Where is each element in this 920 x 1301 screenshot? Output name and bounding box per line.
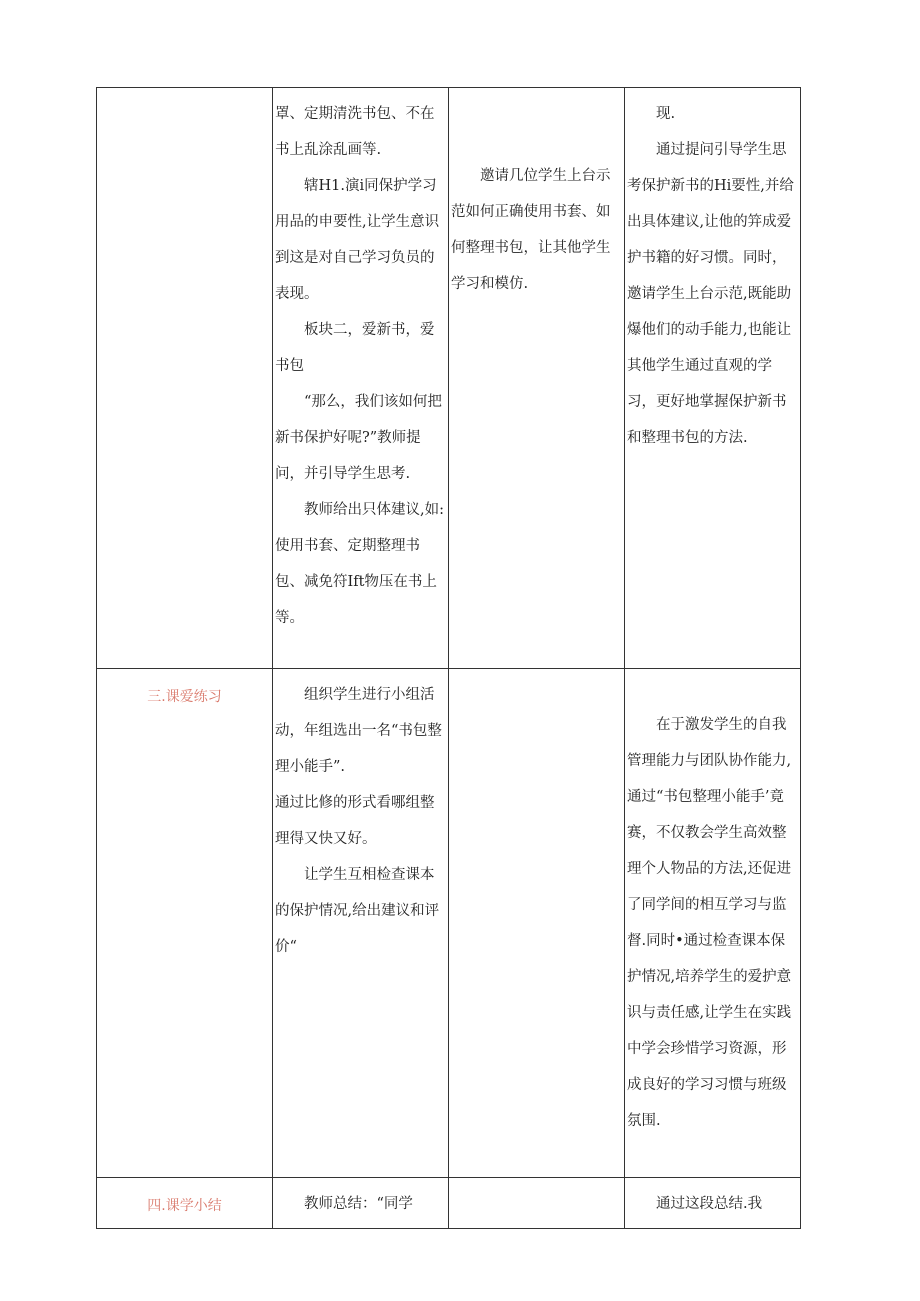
paragraph: 辖H1.演i同保护学习用品的申要性,让学生意识到这是对自己学习负员的表现。 bbox=[275, 178, 440, 302]
section-heading: 板块二，爱新书，爱书包 bbox=[275, 322, 435, 374]
stage-cell bbox=[97, 88, 273, 669]
student-activity-cell bbox=[449, 669, 625, 1178]
paragraph: 教师总结：“同学 bbox=[304, 1196, 413, 1212]
paragraph: 邀请几位学生上台示范如何正确使用书套、如何整理书包，让其他学生学习和模仿. bbox=[451, 168, 611, 292]
paragraph: 组织学生进行小组活动，年组选出一名“书包整理小能手”. bbox=[275, 687, 442, 775]
stage-cell bbox=[97, 1178, 273, 1229]
paragraph: 让学生互相检查课本的保护情况,给出建议和评价“ bbox=[275, 867, 440, 955]
table-row bbox=[97, 1178, 801, 1229]
stage-label bbox=[97, 88, 272, 98]
paragraph: 通过比修的形式看哪组整理得又快又好。 bbox=[275, 795, 435, 847]
lesson-plan-table bbox=[96, 87, 801, 1229]
student-activity-cell bbox=[449, 1178, 625, 1229]
paragraph: 在于激发学生的自我管理能力与团队协作能力,通过“书包整理小能手’竟赛，不仅教会学生高效整理个人物品的方法,还促进了同学间的相互学习与监督.同时•通过检查课本保护情况,培养学生的爱护意识与责任感,让学生在实践中学会珍惜学习资源，形成良好的学习习惯与班级氛围. bbox=[627, 717, 792, 1129]
design-intent-cell bbox=[625, 669, 801, 1178]
stage-label: 三.课爱练习 bbox=[147, 689, 222, 705]
student-activity-cell bbox=[449, 88, 625, 669]
paragraph: 通过提问引导学生思考保护新书的Hi要性,并给出具体建议,让他的笄成爱护书籍的好习惯。同时，邀请学生上台示范,既能助爆他们的动手能力,也能让其他学生通过直观的学习，更好地掌握保护新书和整理书包的方法. bbox=[627, 142, 794, 446]
paragraph: 现. bbox=[656, 106, 676, 122]
stage-cell bbox=[97, 669, 273, 1178]
paragraph: 教师给出只体建议,如:使用书套、定期整理书包、减免符Ift物压在书上等。 bbox=[275, 502, 444, 626]
paragraph: 罩、定期清洗书包、不在书上乱涂乱画等. bbox=[275, 106, 435, 158]
teacher-activity-cell bbox=[273, 669, 449, 1178]
paragraph: “那么，我们该如何把新书保护好呢?”教师提问，并引导学生思考. bbox=[275, 394, 442, 482]
teacher-activity-cell bbox=[273, 88, 449, 669]
design-intent-cell bbox=[625, 1178, 801, 1229]
table-row bbox=[97, 88, 801, 669]
stage-label: 四.课学小结 bbox=[147, 1198, 222, 1214]
paragraph: 通过这段总结.我 bbox=[656, 1196, 763, 1212]
design-intent-cell bbox=[625, 88, 801, 669]
table-row bbox=[97, 669, 801, 1178]
teacher-activity-cell bbox=[273, 1178, 449, 1229]
